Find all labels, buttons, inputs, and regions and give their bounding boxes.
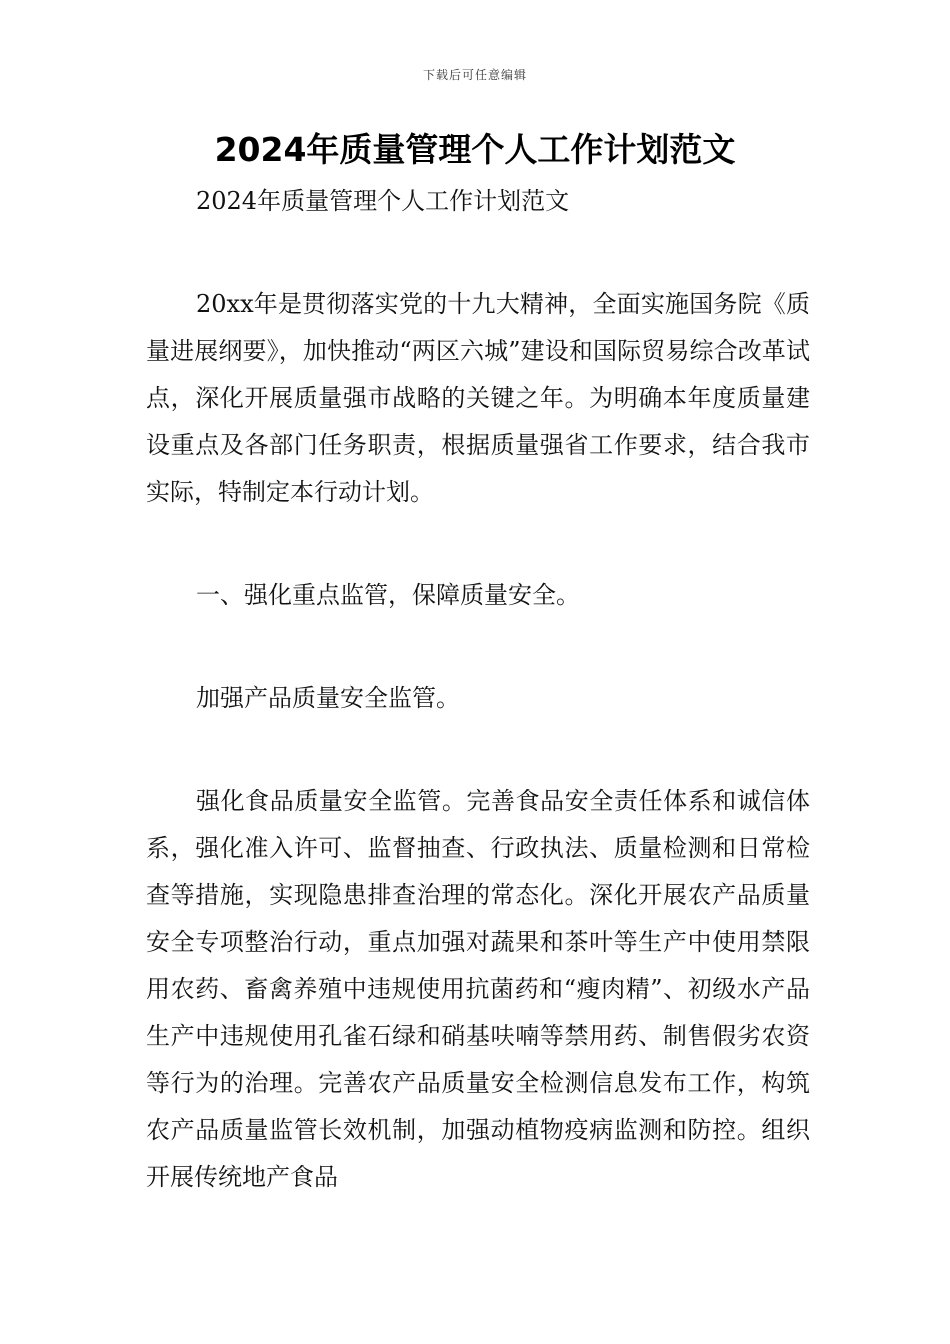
section-heading-2: 加强产品质量安全监管。: [196, 684, 460, 712]
section-heading-1: 一、强化重点监管，保障质量安全。: [196, 581, 580, 609]
subtitle-paragraph: 2024年质量管理个人工作计划范文: [196, 187, 570, 215]
header-note: 下载后可任意编辑: [422, 68, 527, 82]
intro-paragraph: 20xx年是贯彻落实党的十九大精神，全面实施国务院《质量进展纲要》，加快推动“两区六城”建设和国际贸易综合改革试点，深化开展质量强市战略的关键之年。为明确本年度质量建设重点及各部门任务职责，根据质量强省工作要求，结合我市实际，特制定本行动计划。: [146, 290, 810, 506]
document-title: 2024年质量管理个人工作计划范文: [214, 130, 736, 169]
food-safety-paragraph: 强化食品质量安全监管。完善食品安全责任体系和诚信体系，强化准入许可、监督抽查、行政执法、质量检测和日常检查等措施，实现隐患排查治理的常态化。深化开展农产品质量安全专项整治行动，重点加强对蔬果和茶叶等生产中使用禁限用农药、畜禽养殖中违规使用抗菌药和“瘦肉精”、初级水产品生产中违规使用孔雀石绿和硝基呋喃等禁用药、制售假劣农资等行为的治理。完善农产品质量安全检测信息发布工作，构筑农产品质量监管长效机制，加强动植物疫病监测和防控。组织开展传统地产食品: [146, 787, 810, 1191]
document-body: [146, 178, 810, 1201]
